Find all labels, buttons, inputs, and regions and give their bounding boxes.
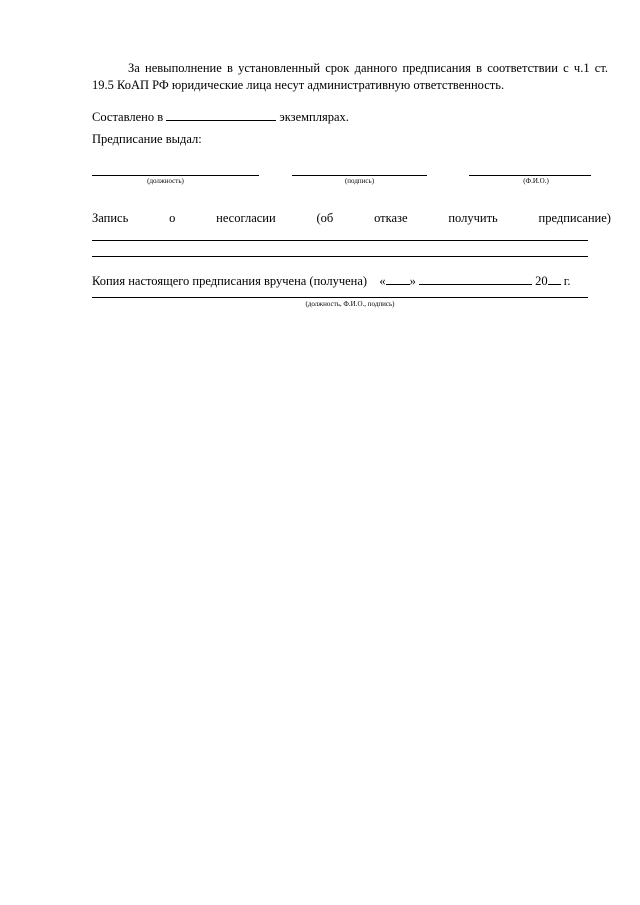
disagreement-word: о	[169, 211, 176, 225]
disagreement-word: Запись	[92, 211, 129, 225]
copies-prefix: Составлено в	[92, 110, 164, 124]
disagreement-word: получить	[448, 211, 498, 225]
disagreement-word: (об	[316, 211, 334, 225]
liability-paragraph: За невыполнение в установленный срок данного предписания в соответствии с ч.1 ст. 19.5 КоАП РФ юридические лица несут административную ответственность.	[92, 61, 608, 92]
disagreement-record-line	[92, 211, 611, 226]
recipient-caption: (должность, Ф.И.О., подпись)	[305, 300, 395, 308]
year-suffix: г.	[563, 274, 571, 288]
signature-caption: (подпись)	[344, 177, 375, 185]
year-field[interactable]	[548, 272, 561, 285]
disagreement-word: предписание)	[538, 211, 611, 225]
recipient-signature-line[interactable]	[92, 297, 588, 298]
month-field[interactable]	[419, 272, 532, 285]
signature-line[interactable]	[292, 175, 427, 176]
full-name-signature-line[interactable]	[469, 175, 591, 176]
day-field[interactable]	[386, 272, 410, 285]
copies-suffix: экземплярах.	[279, 110, 349, 124]
quote-close: »	[409, 274, 416, 288]
full-name-caption: (Ф.И.О.)	[523, 177, 549, 185]
copy-delivered-text: Копия настоящего предписания вручена (получена)	[92, 274, 368, 288]
position-caption: (должность)	[147, 177, 184, 185]
disagreement-record-line-2[interactable]	[92, 256, 588, 257]
disagreement-record-line-1[interactable]	[92, 240, 588, 241]
disagreement-word: несогласии	[216, 211, 276, 225]
year-prefix: 20	[535, 274, 548, 288]
copies-line	[92, 108, 349, 125]
issued-by-label: Предписание выдал:	[92, 132, 202, 146]
copy-delivered-line	[92, 272, 571, 289]
quote-open: «	[379, 274, 386, 288]
copies-count-field[interactable]	[166, 108, 276, 121]
position-signature-line[interactable]	[92, 175, 259, 176]
disagreement-word: отказе	[374, 211, 408, 225]
